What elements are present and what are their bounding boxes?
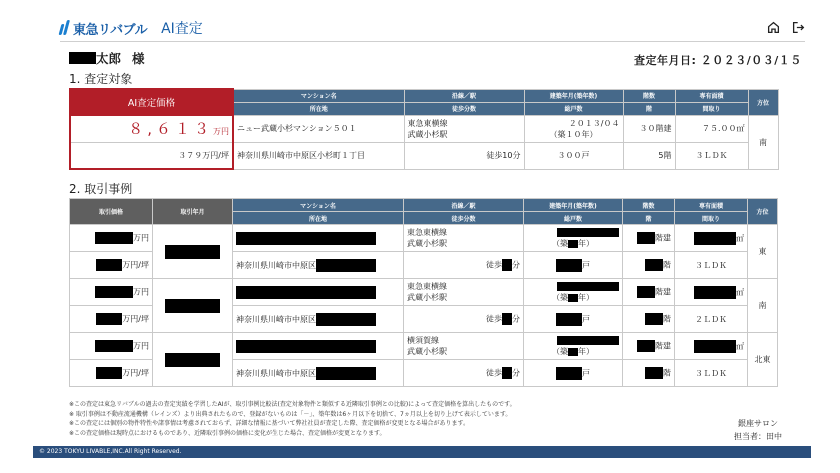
app-header bbox=[60, 14, 805, 40]
logo-mark-icon bbox=[60, 20, 70, 36]
disclaimer-notes bbox=[69, 400, 516, 438]
comp-built bbox=[524, 225, 623, 252]
col-header-area: 専有面積 bbox=[675, 89, 748, 102]
redacted-value bbox=[568, 348, 578, 356]
comp-layout: ３ＬＤＫ bbox=[675, 252, 748, 279]
col-header-walk: 徒歩分数 bbox=[404, 212, 524, 225]
floors-unit: 階建 bbox=[655, 287, 671, 297]
address-prefix: 神奈川県川崎市中原区 bbox=[236, 368, 316, 378]
comp-direction: 南 bbox=[748, 279, 778, 333]
floors-unit: 階建 bbox=[655, 233, 671, 243]
assessment-date bbox=[634, 52, 802, 68]
area-unit: ㎡ bbox=[736, 341, 744, 351]
staff-name: 担当者：田中 bbox=[734, 432, 782, 441]
comp-built bbox=[524, 333, 623, 360]
walk-prefix: 徒歩 bbox=[486, 314, 502, 324]
redacted-value bbox=[96, 313, 122, 325]
redacted-value bbox=[568, 240, 578, 248]
floors-unit: 階建 bbox=[655, 341, 671, 351]
redacted-value bbox=[557, 228, 619, 237]
redacted-value bbox=[645, 313, 663, 325]
subject-line: 東急東横線 bbox=[407, 118, 448, 128]
col-header-name: マンション名 bbox=[233, 199, 404, 212]
walk-unit: 分 bbox=[512, 314, 520, 324]
walk-prefix: 徒歩 bbox=[486, 260, 502, 270]
comp-direction: 東 bbox=[748, 225, 778, 279]
comp-name bbox=[233, 279, 404, 306]
comparable-row-top bbox=[70, 333, 778, 360]
comp-area bbox=[675, 333, 748, 360]
subject-address: 神奈川県川崎市中原区小杉町１丁目 bbox=[233, 142, 404, 169]
redacted-value bbox=[316, 313, 376, 326]
assessment-date-value: ２０２３/０３/１５ bbox=[700, 54, 802, 67]
comp-unit-price bbox=[70, 360, 153, 387]
logo-text: 東急リバブル bbox=[73, 22, 148, 38]
units-unit: 戸 bbox=[582, 368, 590, 378]
comp-date bbox=[153, 225, 233, 279]
comparable-row-top bbox=[70, 225, 778, 252]
age-close: 年） bbox=[578, 239, 594, 248]
redacted-value bbox=[645, 259, 663, 271]
comp-line: 横須賀線 bbox=[407, 336, 439, 345]
comp-floor bbox=[623, 306, 675, 333]
comp-date bbox=[153, 279, 233, 333]
floor-unit: 階 bbox=[663, 314, 671, 324]
brand-logo bbox=[60, 18, 203, 38]
age-open: （築 bbox=[552, 347, 568, 356]
address-prefix: 神奈川県川崎市中原区 bbox=[236, 260, 316, 270]
redacted-value bbox=[95, 286, 133, 298]
subject-line-station bbox=[404, 115, 524, 142]
comp-name bbox=[233, 225, 404, 252]
note-line: ※ 取引事例は不動産流通機構（レインズ）より出典されたもので、登録がないものは「－」、築年数は6ヶ月以下を切捨て、7ヵ月以上を切り上げて表示しています。 bbox=[69, 410, 512, 418]
subject-built bbox=[524, 115, 623, 142]
note-line: ※この査定には個別の物件特性や諸事情は考慮されておらず、詳細な情報に基づいて弊社社員が査定した際、査定価格が変更となる場合があります。 bbox=[69, 420, 470, 428]
age-close: 年） bbox=[578, 347, 594, 356]
comp-station: 武蔵小杉駅 bbox=[407, 239, 447, 248]
comp-walk bbox=[404, 306, 524, 333]
subject-floors: ３０階建 bbox=[623, 115, 675, 142]
branch-info bbox=[734, 417, 782, 443]
comp-station: 武蔵小杉駅 bbox=[407, 293, 447, 302]
subject-units: ３００戸 bbox=[524, 142, 623, 169]
redacted-value bbox=[95, 340, 133, 352]
redacted-value bbox=[556, 313, 582, 326]
unit-price-unit: 万円/坪 bbox=[122, 368, 149, 378]
comp-line: 東急東横線 bbox=[407, 228, 447, 237]
redacted-value bbox=[502, 367, 512, 379]
col-header-walk: 徒歩分数 bbox=[404, 102, 524, 115]
comparables-table bbox=[69, 198, 778, 387]
subject-layout: ３ＬＤＫ bbox=[675, 142, 748, 169]
col-header-floors: 階数 bbox=[623, 199, 675, 212]
ai-price-label: AI査定価格 bbox=[70, 89, 233, 115]
logout-icon[interactable] bbox=[792, 19, 805, 38]
assessment-date-label: 査定年月日: bbox=[634, 54, 697, 67]
branch-name: 銀座サロン bbox=[738, 419, 778, 428]
units-unit: 戸 bbox=[582, 314, 590, 324]
comp-walk bbox=[404, 252, 524, 279]
comp-line-station bbox=[404, 279, 524, 306]
comp-address bbox=[233, 360, 404, 387]
col-header-line: 沿線／駅 bbox=[404, 199, 524, 212]
col-header-direction: 方位 bbox=[748, 199, 778, 225]
redacted-value bbox=[236, 340, 376, 353]
comp-walk bbox=[404, 360, 524, 387]
subject-floor: 5階 bbox=[623, 142, 675, 169]
app-title: AI査定 bbox=[161, 21, 203, 37]
section-title-subject: 1. 査定対象 bbox=[69, 72, 133, 86]
subject-name: ニュー武蔵小杉マンション５０１ bbox=[233, 115, 404, 142]
redacted-value bbox=[316, 367, 376, 380]
col-header-price: 取引価格 bbox=[70, 199, 153, 225]
subject-table bbox=[69, 88, 779, 170]
redacted-value bbox=[557, 282, 619, 291]
comp-date bbox=[153, 333, 233, 387]
col-header-direction: 方位 bbox=[748, 89, 778, 115]
col-header-area: 専有面積 bbox=[675, 199, 748, 212]
col-header-layout: 間取り bbox=[675, 212, 748, 225]
redacted-value bbox=[236, 286, 376, 299]
col-header-layout: 間取り bbox=[675, 102, 748, 115]
copyright-footer: © 2023 TOKYU LIVABLE,INC.All Right Reserved. bbox=[33, 446, 811, 458]
price-unit: 万円 bbox=[133, 341, 149, 351]
redacted-value bbox=[694, 286, 736, 299]
col-header-units: 総戸数 bbox=[524, 102, 623, 115]
floor-unit: 階 bbox=[663, 368, 671, 378]
col-header-date: 取引年月 bbox=[153, 199, 233, 225]
col-header-floor: 階 bbox=[623, 102, 675, 115]
comp-address bbox=[233, 306, 404, 333]
comp-station: 武蔵小杉駅 bbox=[407, 347, 447, 356]
comp-built bbox=[524, 279, 623, 306]
comp-price bbox=[70, 225, 153, 252]
comp-floors bbox=[623, 225, 675, 252]
area-unit: ㎡ bbox=[736, 287, 744, 297]
redacted-value bbox=[694, 340, 736, 353]
redacted-value bbox=[694, 232, 736, 245]
col-header-line: 沿線／駅 bbox=[404, 89, 524, 102]
col-header-units: 総戸数 bbox=[524, 212, 623, 225]
redacted-value bbox=[556, 367, 582, 380]
units-unit: 戸 bbox=[582, 260, 590, 270]
price-unit: 万円 bbox=[133, 233, 149, 243]
comp-units bbox=[524, 360, 623, 387]
home-icon[interactable] bbox=[767, 19, 780, 38]
note-line: ※この査定は東急リバブルの過去の査定実績を学習したAIが、取引事例比較法(査定対象物件と類似する近隣取引事例との比較)によって査定価格を算出したものです。 bbox=[69, 401, 516, 408]
redacted-value bbox=[557, 336, 619, 345]
comp-line: 東急東横線 bbox=[407, 282, 447, 291]
comp-floors bbox=[623, 333, 675, 360]
redacted-value bbox=[236, 232, 376, 245]
subject-walk: 徒歩10分 bbox=[404, 142, 524, 169]
col-header-name: マンション名 bbox=[233, 89, 404, 102]
walk-unit: 分 bbox=[512, 260, 520, 270]
comp-price bbox=[70, 333, 153, 360]
comp-area bbox=[675, 225, 748, 252]
customer-given-name: 太郎 bbox=[96, 51, 122, 66]
age-open: （築 bbox=[552, 293, 568, 302]
subject-station: 武蔵小杉駅 bbox=[407, 129, 448, 139]
col-header-built: 建築年月(築年数) bbox=[524, 89, 623, 102]
redacted-value bbox=[165, 353, 220, 367]
comparables-body bbox=[70, 225, 778, 387]
comp-unit-price bbox=[70, 252, 153, 279]
ai-unit-price: ３７９万円/坪 bbox=[70, 142, 233, 169]
comp-units bbox=[524, 306, 623, 333]
comp-floor bbox=[623, 360, 675, 387]
col-header-address: 所在地 bbox=[233, 102, 404, 115]
area-unit: ㎡ bbox=[736, 233, 744, 243]
address-prefix: 神奈川県川崎市中原区 bbox=[236, 314, 316, 324]
redacted-value bbox=[165, 299, 220, 313]
redacted-value bbox=[637, 232, 655, 244]
section-title-comparables: 2. 取引事例 bbox=[69, 182, 133, 196]
comp-price bbox=[70, 279, 153, 306]
subject-built-date: ２０１３/０４ bbox=[568, 118, 620, 128]
redacted-value bbox=[637, 286, 655, 298]
comp-address bbox=[233, 252, 404, 279]
floor-unit: 階 bbox=[663, 260, 671, 270]
unit-price-unit: 万円/坪 bbox=[122, 260, 149, 270]
col-header-floors: 階数 bbox=[623, 89, 675, 102]
redacted-value bbox=[556, 259, 582, 272]
comp-units bbox=[524, 252, 623, 279]
redacted-value bbox=[568, 294, 578, 302]
comp-unit-price bbox=[70, 306, 153, 333]
customer-name bbox=[69, 49, 145, 67]
comp-line-station bbox=[404, 225, 524, 252]
comp-floors bbox=[623, 279, 675, 306]
comp-area bbox=[675, 279, 748, 306]
subject-direction: 南 bbox=[748, 115, 778, 169]
subject-area: ７５.００㎡ bbox=[675, 115, 748, 142]
comp-floor bbox=[623, 252, 675, 279]
redacted-value bbox=[96, 367, 122, 379]
walk-unit: 分 bbox=[512, 368, 520, 378]
note-line: ※この査定価格は現時点におけるものであり、近隣取引事例の価格に変化が生じた場合、査定価格が変更となります。 bbox=[69, 429, 386, 437]
comp-line-station bbox=[404, 333, 524, 360]
redacted-value bbox=[95, 232, 133, 244]
header-divider bbox=[60, 41, 805, 42]
redacted-value bbox=[502, 313, 512, 325]
redacted-value bbox=[645, 367, 663, 379]
age-close: 年） bbox=[578, 293, 594, 302]
walk-prefix: 徒歩 bbox=[486, 368, 502, 378]
ai-price-number: ８,６１３ bbox=[128, 120, 213, 139]
comp-direction: 北東 bbox=[748, 333, 778, 387]
redacted-value bbox=[165, 245, 220, 259]
redacted-value bbox=[637, 340, 655, 352]
redacted-value bbox=[502, 259, 512, 271]
comp-name bbox=[233, 333, 404, 360]
col-header-built: 建築年月(築年数) bbox=[524, 199, 623, 212]
col-header-address: 所在地 bbox=[233, 212, 404, 225]
subject-age: （築１０年） bbox=[549, 129, 598, 139]
age-open: （築 bbox=[552, 239, 568, 248]
comparable-row-top bbox=[70, 279, 778, 306]
comp-layout: ２ＬＤＫ bbox=[675, 306, 748, 333]
col-header-floor: 階 bbox=[623, 212, 675, 225]
redacted-surname bbox=[69, 52, 96, 64]
redacted-value bbox=[316, 259, 376, 272]
redacted-value bbox=[96, 259, 122, 271]
unit-price-unit: 万円/坪 bbox=[122, 314, 149, 324]
comp-layout: ３ＬＤＫ bbox=[675, 360, 748, 387]
price-unit: 万円 bbox=[133, 287, 149, 297]
customer-honorific: 様 bbox=[132, 51, 145, 66]
ai-price-value bbox=[70, 115, 233, 142]
ai-price-unit: 万円 bbox=[213, 127, 229, 137]
